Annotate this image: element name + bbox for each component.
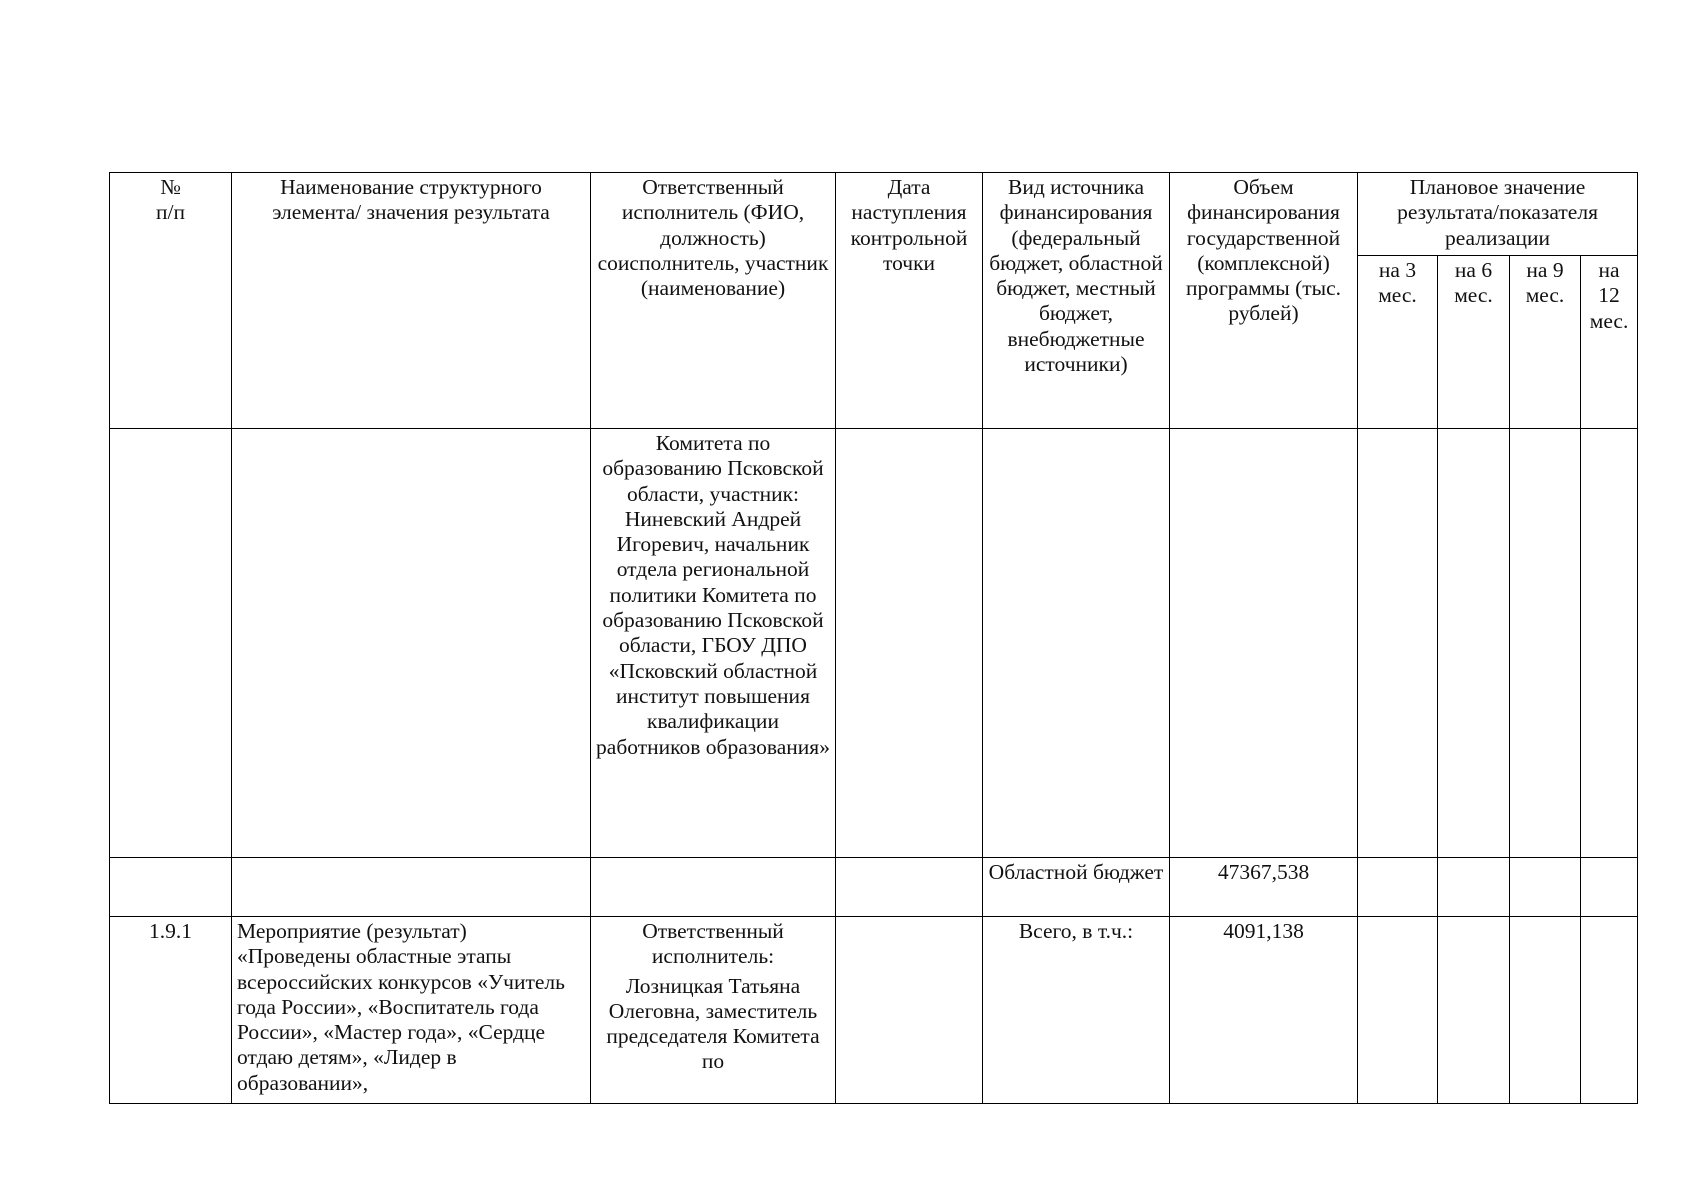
table-row xyxy=(110,429,1638,858)
header-responsible: Ответственный исполнитель (ФИО, должность) соисполнитель, участник (наименование) xyxy=(591,173,836,429)
header-date: Дата наступления контрольной точки xyxy=(836,173,983,429)
table-row xyxy=(110,917,1638,1104)
cell-responsible: Комитета по образованию Псковской области, участник: Ниневский Андрей Игоревич, начальник отдела региональной политики Комитета по образованию Псковской области, ГБОУ ДПО «Псковский областной институт повышения квалификации работников образования» xyxy=(591,429,836,858)
header-row xyxy=(110,173,1638,256)
cell-plan-6 xyxy=(1438,917,1510,1104)
cell-source: Областной бюджет xyxy=(983,858,1170,917)
header-period-12: на 12 мес. xyxy=(1581,256,1638,429)
cell-date xyxy=(836,917,983,1104)
cell-volume: 4091,138 xyxy=(1170,917,1358,1104)
cell-plan-6 xyxy=(1438,429,1510,858)
cell-name xyxy=(232,429,591,858)
cell-plan-9 xyxy=(1510,917,1581,1104)
header-period-9: на 9 мес. xyxy=(1510,256,1581,429)
cell-num xyxy=(110,858,232,917)
cell-date xyxy=(836,858,983,917)
cell-responsible xyxy=(591,917,836,1104)
responsible-role: Ответственный исполнитель: xyxy=(642,919,784,969)
cell-plan-12 xyxy=(1581,858,1638,917)
header-planned: Плановое значение результата/показателя реализации xyxy=(1358,173,1638,256)
header-num: № п/п xyxy=(110,173,232,429)
cell-volume xyxy=(1170,429,1358,858)
cell-source xyxy=(983,429,1170,858)
cell-plan-9 xyxy=(1510,429,1581,858)
cell-plan-6 xyxy=(1438,858,1510,917)
header-source: Вид источника финансирования (федеральный бюджет, областной бюджет, местный бюджет, внебюджетные источники) xyxy=(983,173,1170,429)
table-row xyxy=(110,858,1638,917)
cell-date xyxy=(836,429,983,858)
header-name: Наименование структурного элемента/ значения результата xyxy=(232,173,591,429)
cell-responsible xyxy=(591,858,836,917)
cell-num xyxy=(110,429,232,858)
cell-name xyxy=(232,858,591,917)
cell-name: Мероприятие (результат) «Проведены областные этапы всероссийских конкурсов «Учитель года России», «Воспитатель года России», «Мастер года», «Сердце отдаю детям», «Лидер в образовании», xyxy=(232,917,591,1104)
cell-plan-3 xyxy=(1358,858,1438,917)
header-volume: Объем финансирования государственной (комплексной) программы (тыс. рублей) xyxy=(1170,173,1358,429)
financing-table xyxy=(109,172,1638,1104)
cell-source: Всего, в т.ч.: xyxy=(983,917,1170,1104)
cell-plan-3 xyxy=(1358,429,1438,858)
header-period-6: на 6 мес. xyxy=(1438,256,1510,429)
cell-plan-12 xyxy=(1581,917,1638,1104)
header-period-3: на 3 мес. xyxy=(1358,256,1438,429)
cell-plan-9 xyxy=(1510,858,1581,917)
cell-plan-12 xyxy=(1581,429,1638,858)
cell-plan-3 xyxy=(1358,917,1438,1104)
cell-volume: 47367,538 xyxy=(1170,858,1358,917)
responsible-person: Лозницкая Татьяна Олеговна, заместитель председателя Комитета по xyxy=(606,973,820,1074)
cell-num: 1.9.1 xyxy=(110,917,232,1104)
